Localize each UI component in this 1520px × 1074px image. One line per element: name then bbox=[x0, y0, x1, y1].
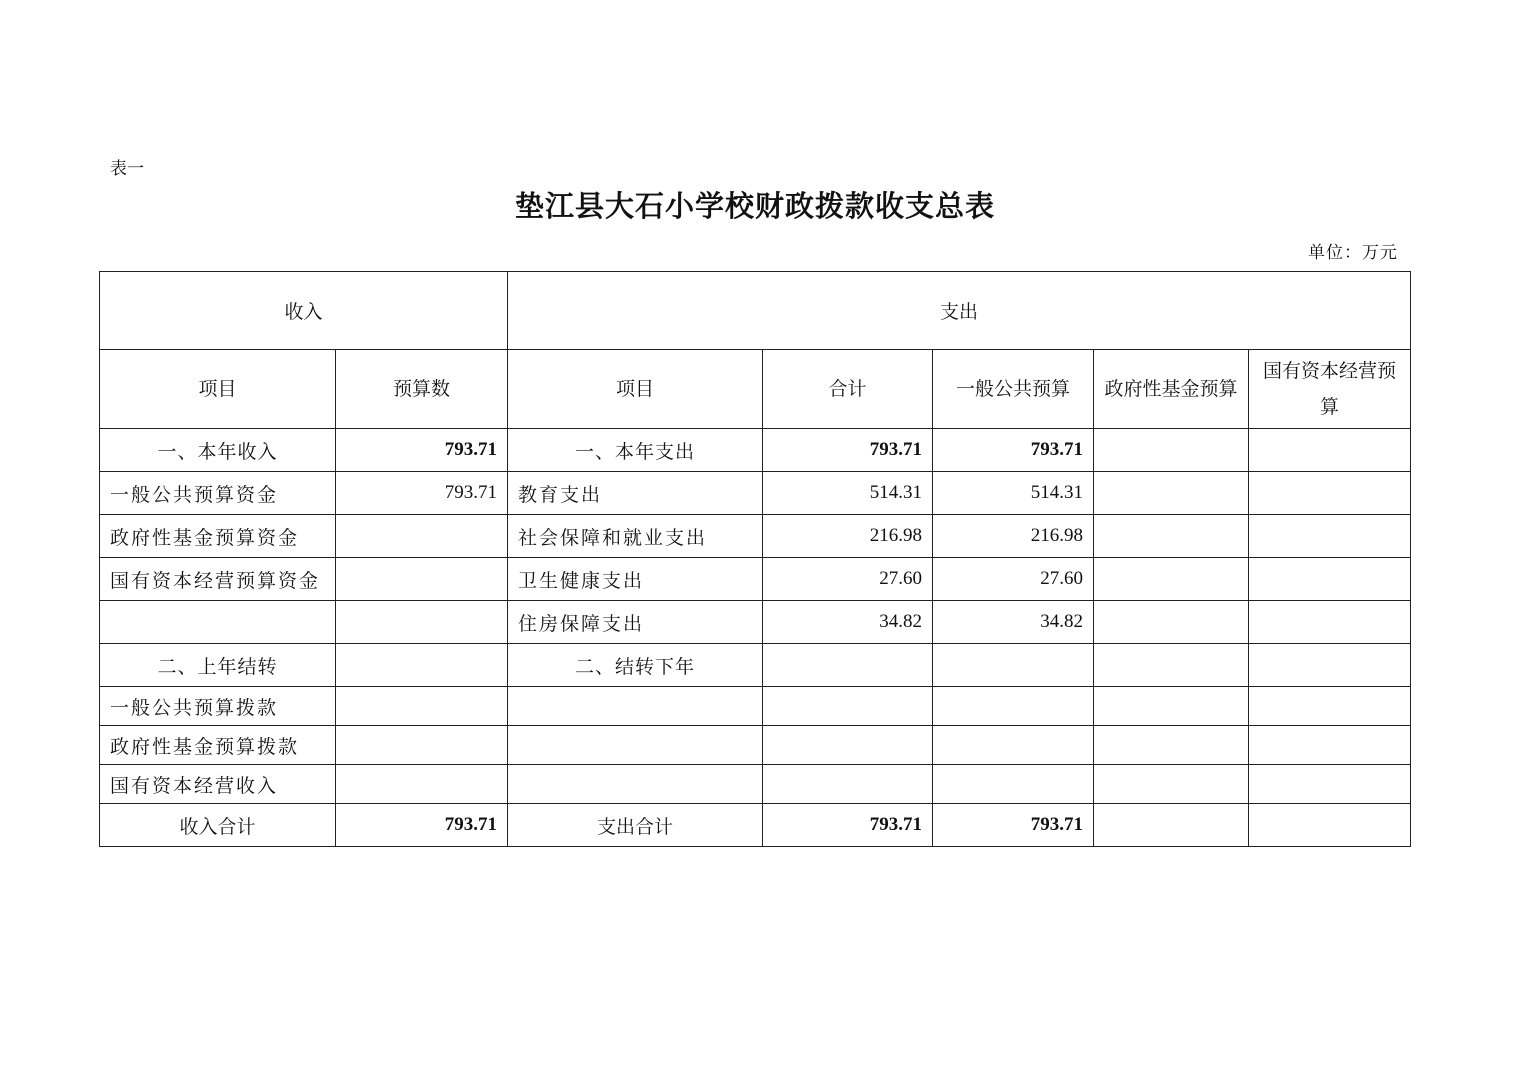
total-cell: 216.98 bbox=[763, 515, 933, 558]
general-budget-cell: 34.82 bbox=[933, 601, 1094, 644]
fund-budget-cell bbox=[1094, 601, 1249, 644]
state-capital-cell bbox=[1249, 558, 1411, 601]
table-row bbox=[100, 644, 1411, 687]
fund-budget-cell bbox=[1094, 472, 1249, 515]
state-capital-cell bbox=[1249, 601, 1411, 644]
fund-budget-cell bbox=[1094, 429, 1249, 472]
fund-budget-cell bbox=[1094, 644, 1249, 687]
general-budget-header: 一般公共预算 bbox=[933, 350, 1094, 429]
column-header-row bbox=[100, 350, 1411, 429]
income-value-cell bbox=[336, 558, 508, 601]
income-value-cell: 793.71 bbox=[336, 472, 508, 515]
budget-summary-table bbox=[99, 271, 1411, 847]
income-item-cell: 一、本年收入 bbox=[100, 429, 336, 472]
expense-item-cell: 二、结转下年 bbox=[508, 644, 763, 687]
general-budget-cell: 514.31 bbox=[933, 472, 1094, 515]
expense-item-header: 项目 bbox=[508, 350, 763, 429]
income-value-cell bbox=[336, 726, 508, 765]
expense-item-cell: 住房保障支出 bbox=[508, 601, 763, 644]
unit-label: 单位：万元 bbox=[1308, 243, 1398, 263]
table-row bbox=[100, 726, 1411, 765]
fund-budget-cell bbox=[1094, 558, 1249, 601]
general-budget-cell bbox=[933, 644, 1094, 687]
general-budget-cell: 793.71 bbox=[933, 804, 1094, 847]
total-cell: 27.60 bbox=[763, 558, 933, 601]
fund-budget-cell bbox=[1094, 804, 1249, 847]
income-item-cell: 一般公共预算拨款 bbox=[100, 687, 336, 726]
table-row bbox=[100, 472, 1411, 515]
general-budget-cell: 216.98 bbox=[933, 515, 1094, 558]
income-value-cell bbox=[336, 601, 508, 644]
total-cell: 514.31 bbox=[763, 472, 933, 515]
income-total-value: 793.71 bbox=[336, 804, 508, 847]
income-item-header: 项目 bbox=[100, 350, 336, 429]
income-value-cell bbox=[336, 515, 508, 558]
expense-item-cell: 教育支出 bbox=[508, 472, 763, 515]
general-budget-cell bbox=[933, 687, 1094, 726]
table-row bbox=[100, 429, 1411, 472]
income-item-cell: 一般公共预算资金 bbox=[100, 472, 336, 515]
general-budget-cell bbox=[933, 726, 1094, 765]
expense-item-cell bbox=[508, 687, 763, 726]
state-capital-cell bbox=[1249, 765, 1411, 804]
state-capital-budget-header: 国有资本经营预算 bbox=[1249, 350, 1411, 429]
income-item-cell: 政府性基金预算资金 bbox=[100, 515, 336, 558]
total-cell: 793.71 bbox=[763, 429, 933, 472]
income-total-label: 收入合计 bbox=[100, 804, 336, 847]
fund-budget-cell bbox=[1094, 515, 1249, 558]
expense-total-label: 支出合计 bbox=[508, 804, 763, 847]
total-cell bbox=[763, 726, 933, 765]
income-value-cell: 793.71 bbox=[336, 429, 508, 472]
table-row bbox=[100, 765, 1411, 804]
fund-budget-header: 政府性基金预算 bbox=[1094, 350, 1249, 429]
fund-budget-cell bbox=[1094, 687, 1249, 726]
group-header-row bbox=[100, 272, 1411, 350]
table-row bbox=[100, 687, 1411, 726]
total-header: 合计 bbox=[763, 350, 933, 429]
state-capital-cell bbox=[1249, 429, 1411, 472]
table-row-total bbox=[100, 804, 1411, 847]
expense-item-cell: 社会保障和就业支出 bbox=[508, 515, 763, 558]
income-header: 收入 bbox=[100, 272, 508, 350]
table-row bbox=[100, 515, 1411, 558]
expense-item-cell: 卫生健康支出 bbox=[508, 558, 763, 601]
income-value-cell bbox=[336, 644, 508, 687]
state-capital-cell bbox=[1249, 644, 1411, 687]
income-value-cell bbox=[336, 765, 508, 804]
general-budget-cell bbox=[933, 765, 1094, 804]
general-budget-cell: 27.60 bbox=[933, 558, 1094, 601]
income-value-cell bbox=[336, 687, 508, 726]
expense-item-cell bbox=[508, 765, 763, 804]
total-cell: 793.71 bbox=[763, 804, 933, 847]
income-item-cell: 国有资本经营收入 bbox=[100, 765, 336, 804]
income-item-cell bbox=[100, 601, 336, 644]
total-cell bbox=[763, 644, 933, 687]
state-capital-cell bbox=[1249, 472, 1411, 515]
income-item-cell: 政府性基金预算拨款 bbox=[100, 726, 336, 765]
expense-header: 支出 bbox=[508, 272, 1411, 350]
state-capital-cell bbox=[1249, 726, 1411, 765]
table-row bbox=[100, 558, 1411, 601]
state-capital-cell bbox=[1249, 687, 1411, 726]
income-item-cell: 国有资本经营预算资金 bbox=[100, 558, 336, 601]
total-cell: 34.82 bbox=[763, 601, 933, 644]
expense-item-cell bbox=[508, 726, 763, 765]
income-item-cell: 二、上年结转 bbox=[100, 644, 336, 687]
expense-item-cell: 一、本年支出 bbox=[508, 429, 763, 472]
income-budget-header: 预算数 bbox=[336, 350, 508, 429]
table-number-label: 表一 bbox=[110, 159, 144, 179]
total-cell bbox=[763, 687, 933, 726]
table-row bbox=[100, 601, 1411, 644]
document-title: 垫江县大石小学校财政拨款收支总表 bbox=[514, 189, 995, 223]
fund-budget-cell bbox=[1094, 726, 1249, 765]
fund-budget-cell bbox=[1094, 765, 1249, 804]
general-budget-cell: 793.71 bbox=[933, 429, 1094, 472]
state-capital-cell bbox=[1249, 804, 1411, 847]
state-capital-cell bbox=[1249, 515, 1411, 558]
total-cell bbox=[763, 765, 933, 804]
